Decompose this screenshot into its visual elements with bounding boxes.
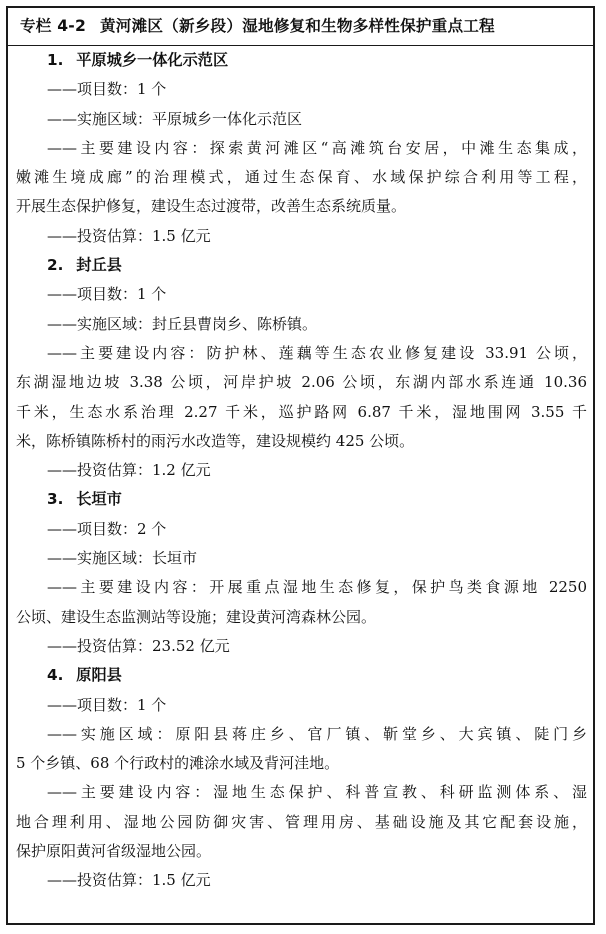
item-line: ——实施区域：平原城乡一体化示范区 [47, 109, 303, 128]
item-line: ——主要建设内容：湿地生态保护、科普宣教、科研监测体系、湿 [47, 783, 587, 802]
section-heading [16, 251, 587, 280]
section-title: 平原城乡一体化示范区 [76, 51, 229, 69]
item-line: 嫩滩生境成廊”的治理模式，通过生态保育、水域保护综合利用等工程， [16, 168, 587, 187]
section-title: 原阳县 [76, 666, 122, 685]
item-line: 米，陈桥镇陈桥村的雨污水改造等，建设规模约 425 公顷。 [16, 431, 415, 450]
item-line: 保护原阳黄河省级湿地公园。 [16, 842, 212, 861]
item-line: ——投资估算：1.2 亿元 [47, 461, 211, 480]
item-line: 千米，生态水系治理 2.27 千米，巡护路网 6.87 千米，湿地围网 3.55 千 [16, 402, 587, 421]
item-line: ——主要建设内容：探索黄河滩区“高滩筑台安居，中滩生态集成， [47, 138, 587, 157]
section-title: 长垣市 [76, 490, 122, 509]
item-line: 地合理利用、湿地公园防御灾害、管理用房、基础设施及其它配套设施， [16, 812, 587, 831]
item-line: ——投资估算：23.52 亿元 [47, 636, 230, 655]
item-line: 公顷、建设生态监测站等设施；建设黄河湾森林公园。 [16, 607, 377, 626]
item-line: ——实施区域：长垣市 [47, 549, 198, 568]
item-line: ——实施区域：原阳县蒋庄乡、官厂镇、靳堂乡、大宾镇、陡门乡 [47, 724, 587, 743]
section-heading [16, 485, 587, 514]
section-number: 3. [47, 490, 64, 509]
item-line: 东湖湿地边坡 3.38 公顷，河岸护坡 2.06 公顷，东湖内部水系连通 10.36 [16, 373, 587, 392]
item-line: ——主要建设内容：开展重点湿地生态修复，保护鸟类食源地 2250 [47, 578, 587, 597]
item-line: ——投资估算：1.5 亿元 [47, 871, 211, 890]
section-heading [16, 46, 587, 75]
section-number: 4. [47, 666, 64, 685]
box-number: 专栏 4-2 [20, 17, 86, 35]
item-line: ——主要建设内容：防护林、莲藕等生态农业修复建设 33.91 公顷， [47, 343, 587, 362]
section-number: 1. [47, 51, 64, 69]
item-line: 开展生态保护修复，建设生态过渡带，改善生态系统质量。 [16, 197, 407, 216]
box-title [8, 8, 593, 46]
section-heading [16, 661, 587, 690]
item-line: ——项目数：1 个 [47, 285, 167, 304]
box-content [8, 46, 593, 896]
item-line: ——实施区域：封丘县曹岗乡、陈桥镇。 [47, 314, 318, 333]
item-line: ——项目数：1 个 [47, 80, 167, 99]
item-line: ——项目数：2 个 [47, 519, 167, 538]
item-line: 5 个乡镇、68 个行政村的滩涂水域及背河洼地。 [16, 754, 340, 773]
box-title-text: 黄河滩区（新乡段）湿地修复和生物多样性保护重点工程 [100, 17, 495, 35]
project-box [6, 6, 595, 925]
section-title: 封丘县 [76, 256, 122, 275]
section-number: 2. [47, 256, 64, 275]
item-line: ——投资估算：1.5 亿元 [47, 226, 211, 245]
item-line: ——项目数：1 个 [47, 695, 167, 714]
